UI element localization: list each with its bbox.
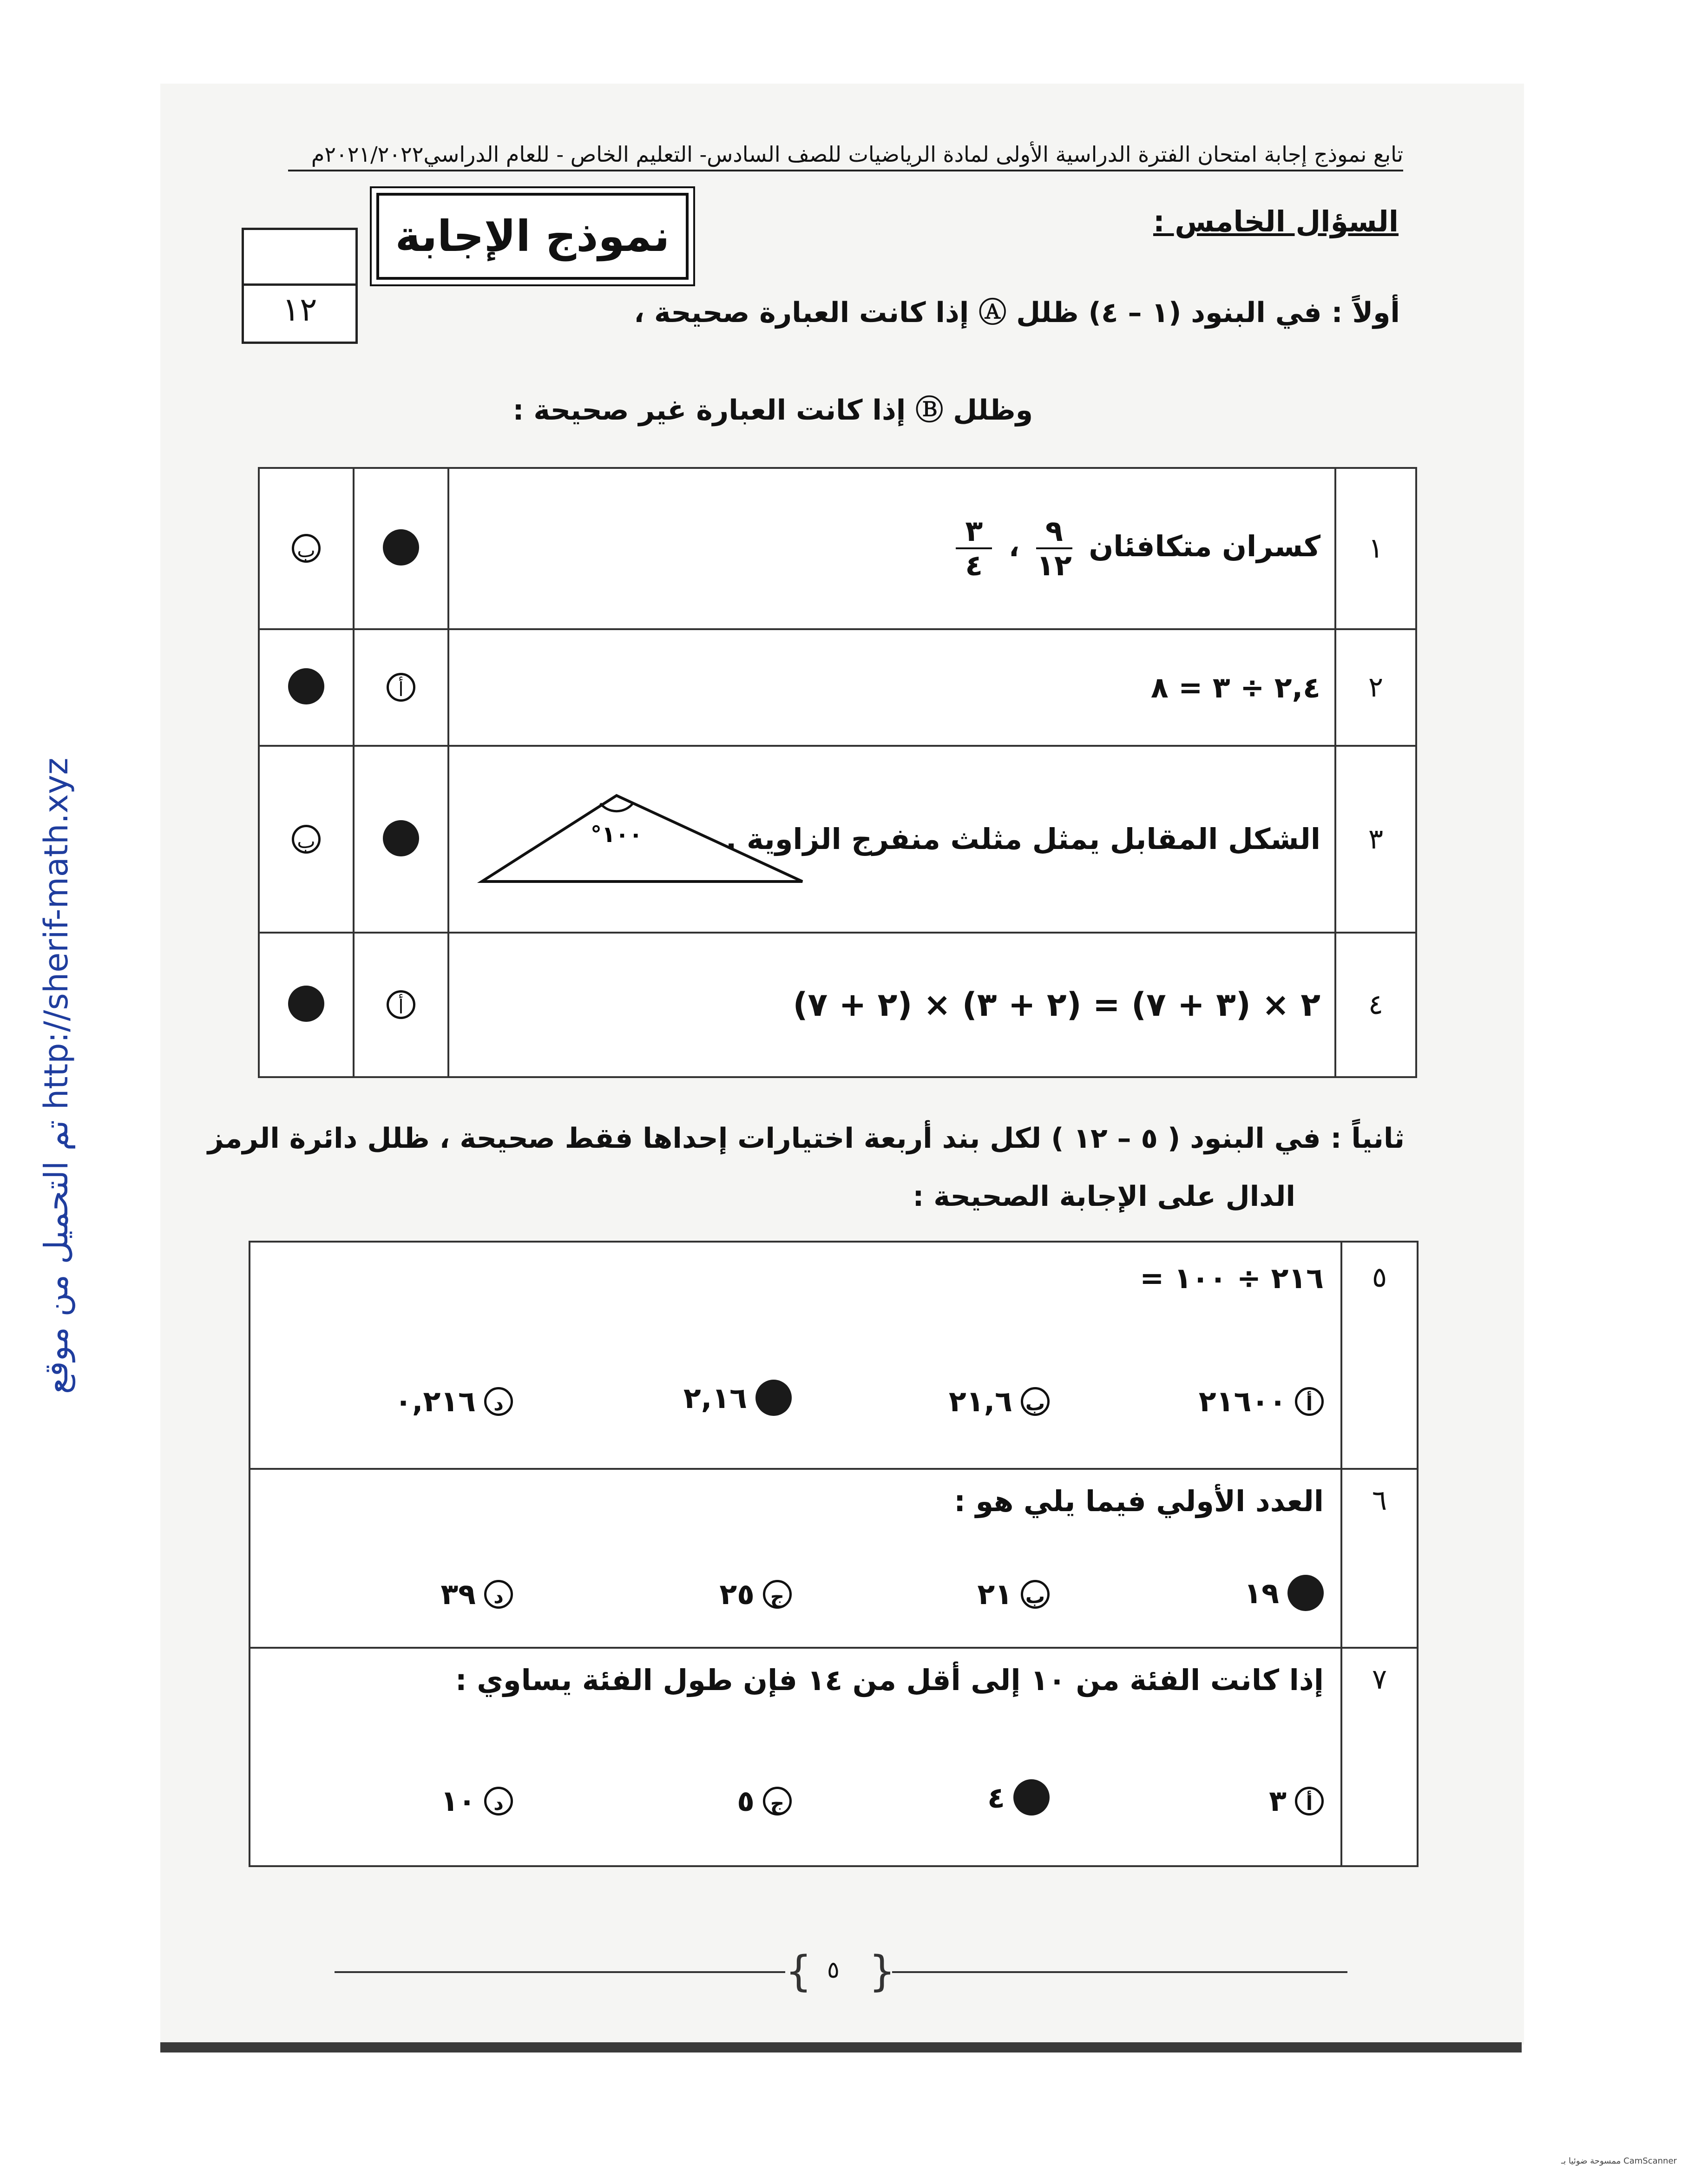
footer-line-left bbox=[335, 1971, 785, 1973]
tf-col-a[interactable] bbox=[354, 933, 448, 1077]
mcq-option[interactable]: ٤ bbox=[987, 1779, 1050, 1816]
tf-row bbox=[259, 629, 1416, 746]
score-value: ١٢ bbox=[282, 290, 317, 329]
tf-col-b[interactable] bbox=[259, 468, 354, 629]
option-circle[interactable]: أ bbox=[1295, 1787, 1324, 1816]
mcq-table bbox=[249, 1241, 1419, 1867]
mcq-option[interactable]: د ٠,٢١٦ bbox=[394, 1384, 513, 1418]
option-circle[interactable]: د bbox=[484, 1387, 513, 1416]
option-circle[interactable]: أ bbox=[1295, 1387, 1324, 1416]
option-a-circle[interactable]: أ bbox=[387, 673, 415, 702]
option-filled[interactable] bbox=[755, 1380, 792, 1416]
mcq-item-number: ٦ bbox=[1372, 1484, 1387, 1517]
tf-row bbox=[259, 468, 1416, 629]
tf-item-number: ٣ bbox=[1335, 746, 1416, 933]
mcq-option[interactable]: ب ٢١ bbox=[977, 1577, 1050, 1611]
option-b-circle[interactable]: ب bbox=[292, 534, 321, 563]
tf-row bbox=[259, 933, 1416, 1077]
tf-col-b[interactable] bbox=[259, 933, 354, 1077]
mcq-option[interactable]: ٢,١٦ bbox=[683, 1380, 792, 1416]
question-title: السؤال الخامس : bbox=[1153, 204, 1399, 238]
mcq-option[interactable]: ج ٥ bbox=[737, 1784, 792, 1818]
tf-statement bbox=[448, 746, 1335, 933]
tf-col-b[interactable] bbox=[259, 629, 354, 746]
footer-line-right bbox=[892, 1971, 1347, 1973]
option-circle[interactable]: د bbox=[484, 1787, 513, 1816]
option-b-filled[interactable] bbox=[288, 986, 324, 1022]
item1-text: كسران متكافئان bbox=[1089, 529, 1320, 564]
true-false-table bbox=[258, 467, 1417, 1078]
option-circle[interactable]: ج bbox=[763, 1787, 792, 1816]
mcq-question: العدد الأولي فيما يلي هو : bbox=[954, 1484, 1324, 1518]
scan-edge bbox=[160, 2042, 1522, 2052]
side-watermark: تم التحميل من موقع http://sherif-math.xyz bbox=[37, 757, 75, 1394]
mcq-option[interactable]: د ١٠ bbox=[440, 1784, 513, 1818]
mcq-row-divider bbox=[250, 1468, 1417, 1470]
angle-label: ١٠٠° bbox=[591, 821, 643, 848]
mcq-item-number: ٧ bbox=[1372, 1663, 1387, 1696]
scanner-mark: ممسوحة ضوئيا بـ CamScanner bbox=[1561, 2156, 1677, 2166]
tf-item-number: ٢ bbox=[1335, 629, 1416, 746]
page-header: تابع نموذج إجابة امتحان الفترة الدراسية الأولى لمادة الرياضيات للصف السادس- التعليم الخاص - للعام الدراسي٢٠٢١/٢٠٢٢م bbox=[288, 142, 1403, 171]
part2-instruction-2: الدال على الإجابة الصحيحة : bbox=[913, 1180, 1295, 1213]
tf-statement: ٢,٤ ÷ ٣ = ٨ bbox=[448, 629, 1335, 746]
item3-text: الشكل المقابل يمثل مثلث منفرج الزاوية . bbox=[725, 822, 1320, 856]
fraction-3-4: $\frac{٣}{٤}$ bbox=[956, 515, 992, 582]
mcq-item-number: ٥ bbox=[1372, 1261, 1387, 1294]
tf-item-number: ٤ bbox=[1335, 933, 1416, 1077]
tf-statement: كسران متكافئان $\frac{٩}{١٢}$ ، $\frac{٣}{٤}$ bbox=[448, 468, 1335, 629]
tf-col-a[interactable] bbox=[354, 746, 448, 933]
score-box bbox=[242, 228, 358, 344]
mcq-number-column bbox=[1340, 1243, 1417, 1865]
tf-statement: ٢ × (٣ + ٧) = (٢ + ٣) × (٢ + ٧) bbox=[448, 933, 1335, 1077]
score-divider bbox=[244, 283, 355, 286]
part2-instruction-1: ثانياً : في البنود ( ٥ – ١٢ ) لكل بند أربعة اختيارات إحداها فقط صحيحة ، ظلل دائرة الرمز bbox=[207, 1122, 1405, 1155]
tf-item-number: ١ bbox=[1335, 468, 1416, 629]
mcq-option[interactable]: ب ٢١,٦ bbox=[949, 1384, 1050, 1418]
option-a-filled[interactable] bbox=[383, 529, 419, 566]
mcq-question: إذا كانت الفئة من ١٠ إلى أقل من ١٤ فإن طول الفئة يساوي : bbox=[455, 1663, 1324, 1697]
tf-row bbox=[259, 746, 1416, 933]
part1-instruction-1: أولاً : في البنود (١ – ٤) ظلل Ⓐ إذا كانت العبارة صحيحة ، bbox=[634, 296, 1400, 329]
obtuse-triangle-figure bbox=[477, 789, 812, 891]
page-number: ٥ bbox=[827, 1956, 840, 1983]
mcq-option[interactable]: ج ٢٥ bbox=[719, 1577, 792, 1611]
footer-bracket-left: { bbox=[785, 1947, 812, 1996]
mcq-option[interactable]: أ ٢١٦٠٠ bbox=[1199, 1384, 1324, 1418]
option-a-circle[interactable]: أ bbox=[387, 990, 415, 1019]
option-filled[interactable] bbox=[1013, 1779, 1050, 1816]
mcq-row-divider bbox=[250, 1647, 1417, 1649]
footer-bracket-right: } bbox=[869, 1947, 896, 1996]
option-a-filled[interactable] bbox=[383, 820, 419, 856]
mcq-question: ٢١٦ ÷ ١٠٠ = bbox=[1140, 1261, 1324, 1295]
mcq-option[interactable]: د ٣٩ bbox=[440, 1577, 513, 1611]
answer-key-title: نموذج الإجابة bbox=[376, 193, 689, 280]
option-b-filled[interactable] bbox=[288, 668, 324, 704]
mcq-option[interactable]: ١٩ bbox=[1244, 1575, 1324, 1611]
option-circle[interactable]: ب bbox=[1021, 1580, 1050, 1609]
fraction-9-12: $\frac{٩}{١٢}$ bbox=[1037, 514, 1072, 583]
option-circle[interactable]: ب bbox=[1021, 1387, 1050, 1416]
part1-instruction-2: وظلل Ⓑ إذا كانت العبارة غير صحيحة : bbox=[512, 394, 1033, 427]
mcq-option[interactable]: أ ٣ bbox=[1269, 1784, 1324, 1818]
option-circle[interactable]: د bbox=[484, 1580, 513, 1609]
tf-col-b[interactable] bbox=[259, 746, 354, 933]
tf-col-a[interactable] bbox=[354, 468, 448, 629]
tf-col-a[interactable] bbox=[354, 629, 448, 746]
option-b-circle[interactable]: ب bbox=[292, 825, 321, 854]
option-circle[interactable]: ج bbox=[763, 1580, 792, 1609]
option-filled[interactable] bbox=[1287, 1575, 1324, 1611]
